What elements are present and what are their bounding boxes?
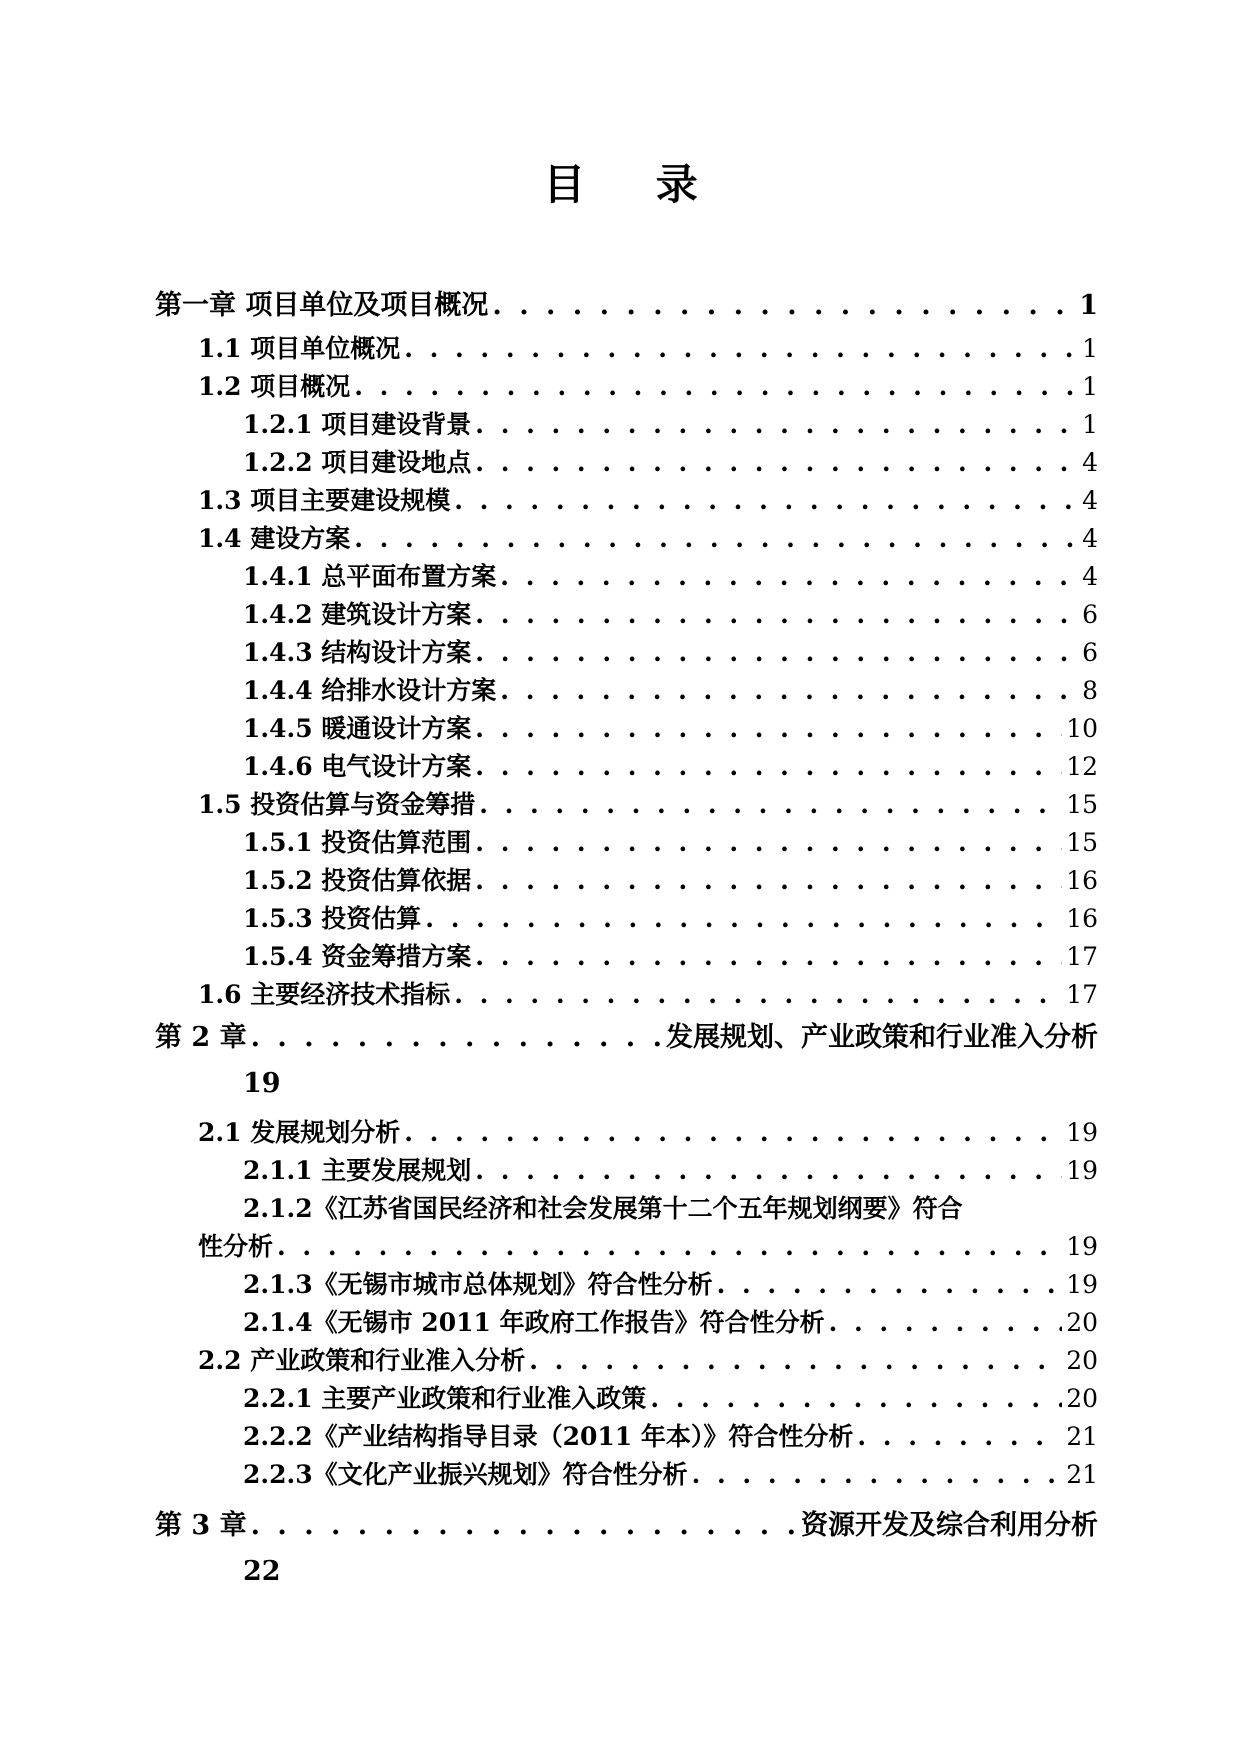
- leader-dots: [475, 596, 1078, 634]
- toc-entry-label: 2.1 发展规划分析: [198, 1118, 401, 1147]
- toc-entry-label: 1.2.2 项目建设地点: [243, 448, 472, 477]
- toc-entry-label: 2.1.3《无锡市城市总体规划》符合性分析: [243, 1270, 713, 1299]
- leader-dots: [454, 482, 1078, 520]
- toc-entry-1-5-4[interactable]: [155, 938, 1098, 976]
- toc-entry-1-5-1[interactable]: [155, 824, 1098, 862]
- toc-page-number: 1: [1079, 290, 1098, 321]
- toc-entry-label: 1.5.4 资金筹措方案: [243, 942, 472, 971]
- toc-page-number: 12: [1066, 752, 1098, 781]
- leader-dots: [479, 786, 1062, 824]
- leader-dots: [475, 862, 1062, 900]
- toc-entry-label: 1.4 建设方案: [198, 524, 351, 553]
- toc-page-number: 1: [1082, 334, 1098, 363]
- leader-dots: [404, 330, 1078, 368]
- leader-dots: [277, 1228, 1062, 1266]
- leader-dots: [475, 406, 1078, 444]
- table-of-contents: [155, 282, 1098, 1594]
- toc-entry-label: 2.2.3《文化产业振兴规划》符合性分析: [243, 1460, 688, 1489]
- toc-entry-1-4-1[interactable]: [155, 558, 1098, 596]
- toc-entry-2-1[interactable]: [155, 1114, 1098, 1152]
- toc-entry-label: 1.4.3 结构设计方案: [243, 638, 472, 667]
- toc-page-number: 19: [243, 1068, 281, 1099]
- toc-entry-label: 2.1.2《江苏省国民经济和社会发展第十二个五年规划纲要》符合: [243, 1194, 963, 1223]
- leader-dots: [251, 1502, 797, 1550]
- leader-dots: [454, 976, 1062, 1014]
- toc-entry-1-4-6[interactable]: [155, 748, 1098, 786]
- toc-entry-label: 2.2 产业政策和行业准入分析: [198, 1346, 526, 1375]
- toc-entry-2-1-3[interactable]: [155, 1266, 1098, 1304]
- toc-entry-1-4[interactable]: [155, 520, 1098, 558]
- leader-dots: [829, 1304, 1063, 1342]
- toc-page-number: 19: [1066, 1232, 1098, 1261]
- leader-dots: [650, 1380, 1062, 1418]
- toc-entry-1-4-5[interactable]: [155, 710, 1098, 748]
- toc-entry-2-2-3[interactable]: [155, 1456, 1098, 1494]
- leader-dots: [692, 1456, 1063, 1494]
- toc-entry-chapter-3[interactable]: [155, 1502, 1098, 1550]
- leader-dots: [475, 444, 1078, 482]
- toc-page-number: 4: [1082, 524, 1098, 553]
- toc-entry-chapter-2[interactable]: [155, 1014, 1098, 1062]
- toc-entry-label: 1.4.1 总平面布置方案: [243, 562, 497, 591]
- toc-entry-label: 1.1 项目单位概况: [198, 334, 401, 363]
- toc-entry-label: 1.4.6 电气设计方案: [243, 752, 472, 781]
- leader-dots: [475, 938, 1062, 976]
- leader-dots: [492, 282, 1075, 330]
- leader-dots: [354, 368, 1078, 406]
- toc-entry-label: 1.4.2 建筑设计方案: [243, 600, 472, 629]
- leader-dots: [475, 748, 1062, 786]
- toc-entry-label: 1.2 项目概况: [198, 372, 351, 401]
- toc-entry-2-1-2-cont[interactable]: [155, 1228, 1098, 1266]
- leader-dots: [475, 634, 1078, 672]
- toc-entry-label: 1.4.4 给排水设计方案: [243, 676, 497, 705]
- leader-dots: [404, 1114, 1062, 1152]
- toc-page-number: 17: [1066, 942, 1098, 971]
- toc-page-number: 4: [1082, 486, 1098, 515]
- toc-entry-label: 1.2.1 项目建设背景: [243, 410, 472, 439]
- toc-entry-label: 1.5.2 投资估算依据: [243, 866, 472, 895]
- toc-page-number: 4: [1082, 562, 1098, 591]
- leader-dots: [717, 1266, 1063, 1304]
- toc-entry-label: 2.2.2《产业结构指导目录（2011 年本）》符合性分析: [243, 1422, 854, 1451]
- toc-chapter-title: 发展规划、产业政策和行业准入分析: [666, 1022, 1098, 1053]
- toc-entry-label: 1.4.5 暖通设计方案: [243, 714, 472, 743]
- toc-entry-label: 1.6 主要经济技术指标: [198, 980, 451, 1009]
- leader-dots: [857, 1418, 1062, 1456]
- toc-entry-1-2[interactable]: [155, 368, 1098, 406]
- toc-chapter-title: 资源开发及综合利用分析: [801, 1510, 1098, 1541]
- toc-page-number: 19: [1066, 1270, 1098, 1299]
- toc-entry-label: 第一章 项目单位及项目概况: [155, 290, 489, 321]
- toc-entry-1-2-2[interactable]: [155, 444, 1098, 482]
- toc-entry-2-1-4[interactable]: [155, 1304, 1098, 1342]
- leader-dots: [475, 1152, 1062, 1190]
- toc-entry-chapter-1[interactable]: [155, 282, 1098, 330]
- toc-page-number: 20: [1066, 1346, 1098, 1375]
- toc-page-number: 20: [1066, 1384, 1098, 1413]
- toc-entry-1-6[interactable]: [155, 976, 1098, 1014]
- leader-dots: [529, 1342, 1062, 1380]
- toc-page-number: 15: [1066, 828, 1098, 857]
- toc-entry-label: 1.3 项目主要建设规模: [198, 486, 451, 515]
- page-title: 目 录: [543, 160, 726, 209]
- toc-page-number: 4: [1082, 448, 1098, 477]
- spacer: [155, 1106, 1098, 1114]
- toc-page-number: 6: [1082, 638, 1098, 667]
- toc-entry-1-2-1[interactable]: [155, 406, 1098, 444]
- toc-entry-label: 2.1.4《无锡市 2011 年政府工作报告》符合性分析: [243, 1308, 825, 1337]
- toc-page-number: 21: [1066, 1422, 1098, 1451]
- toc-entry-label: 1.5.1 投资估算范围: [243, 828, 472, 857]
- toc-entry-label: 2.2.1 主要产业政策和行业准入政策: [243, 1384, 647, 1413]
- toc-page-number: 16: [1066, 904, 1098, 933]
- toc-page-number: 17: [1066, 980, 1098, 1009]
- toc-entry-label: 2.1.1 主要发展规划: [243, 1156, 472, 1185]
- toc-page-number: 1: [1082, 372, 1098, 401]
- toc-entry-label: 1.5 投资估算与资金筹措: [198, 790, 476, 819]
- toc-entry-2-2[interactable]: [155, 1342, 1098, 1380]
- toc-page-number: 19: [1066, 1156, 1098, 1185]
- toc-entry-1-5-2[interactable]: [155, 862, 1098, 900]
- toc-entry-1-4-2[interactable]: [155, 596, 1098, 634]
- toc-entry-2-1-2[interactable]: [155, 1190, 1098, 1228]
- toc-entry-label: 第 3 章: [155, 1510, 247, 1541]
- toc-page-number: 16: [1066, 866, 1098, 895]
- toc-page-number: 10: [1066, 714, 1098, 743]
- toc-page-number: 1: [1082, 410, 1098, 439]
- leader-dots: [475, 824, 1062, 862]
- toc-entry-1-5-3[interactable]: [155, 900, 1098, 938]
- toc-entry-2-2-2[interactable]: [155, 1418, 1098, 1456]
- spacer: [155, 1494, 1098, 1502]
- toc-entry-1-5[interactable]: [155, 786, 1098, 824]
- toc-page-number: 22: [243, 1556, 281, 1587]
- leader-dots: [500, 558, 1078, 596]
- leader-dots: [475, 710, 1062, 748]
- toc-page-number: 15: [1066, 790, 1098, 819]
- toc-page-number: 6: [1082, 600, 1098, 629]
- toc-page-number: 19: [1066, 1118, 1098, 1147]
- toc-entry-label-cont: 性分析: [198, 1232, 274, 1261]
- toc-entry-2-1-1[interactable]: [155, 1152, 1098, 1190]
- leader-dots: [251, 1014, 662, 1062]
- leader-dots: [425, 900, 1062, 938]
- toc-entry-1-4-3[interactable]: [155, 634, 1098, 672]
- leader-dots: [500, 672, 1078, 710]
- leader-dots: [354, 520, 1078, 558]
- toc-entry-label: 1.5.3 投资估算: [243, 904, 422, 933]
- toc-page-number: 20: [1066, 1308, 1098, 1337]
- toc-entry-label: 第 2 章: [155, 1022, 247, 1053]
- toc-page-number: 8: [1082, 676, 1098, 705]
- toc-entry-2-2-1[interactable]: [155, 1380, 1098, 1418]
- toc-entry-1-4-4[interactable]: [155, 672, 1098, 710]
- toc-entry-1-1[interactable]: [155, 330, 1098, 368]
- toc-page-number: 21: [1066, 1460, 1098, 1489]
- toc-entry-1-3[interactable]: [155, 482, 1098, 520]
